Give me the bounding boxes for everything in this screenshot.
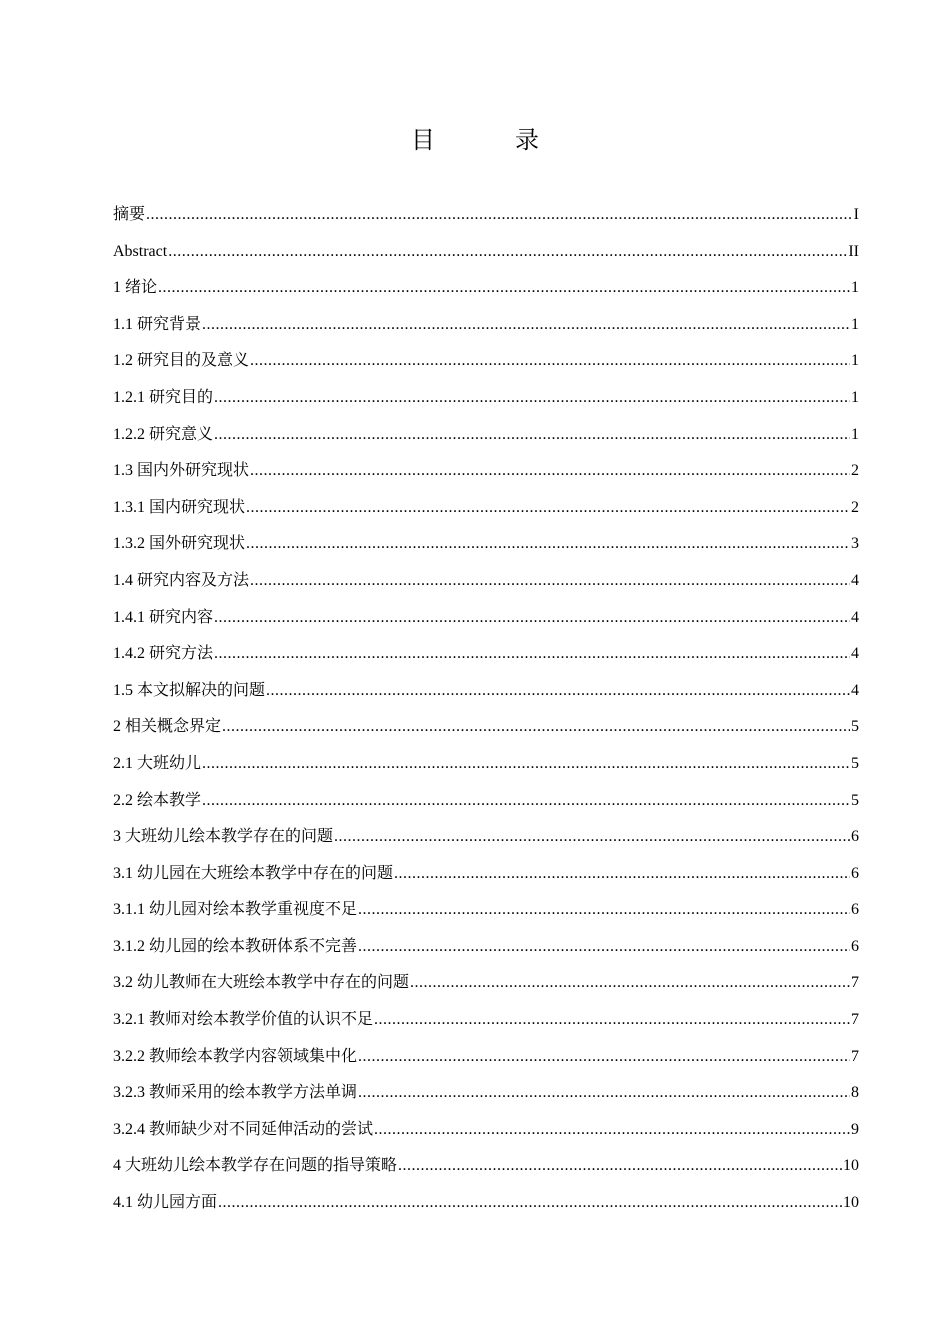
toc-entry[interactable] bbox=[113, 490, 859, 527]
toc-entry-page-number: 4 bbox=[851, 571, 859, 589]
toc-dot-leader bbox=[214, 417, 850, 454]
toc-entry[interactable] bbox=[113, 1112, 859, 1149]
toc-entry-page-number: 1 bbox=[851, 388, 859, 406]
toc-dot-leader bbox=[214, 600, 850, 637]
toc-entry-label: 1.3.2 国外研究现状 bbox=[113, 535, 246, 553]
toc-entry-label: 3.2.3 教师采用的绘本教学方法单调 bbox=[113, 1084, 358, 1102]
toc-dot-leader bbox=[214, 380, 850, 417]
toc-dot-leader bbox=[358, 929, 850, 966]
toc-entry-page-number: 7 bbox=[851, 1011, 859, 1029]
toc-entry-page-number: 8 bbox=[851, 1084, 859, 1102]
toc-entry[interactable] bbox=[113, 1002, 859, 1039]
toc-entry-page-number: 6 bbox=[851, 864, 859, 882]
toc-entry[interactable] bbox=[113, 929, 859, 966]
toc-entry-page-number: 4 bbox=[851, 608, 859, 626]
toc-entry-page-number: I bbox=[853, 206, 859, 223]
toc-entry-label: Abstract bbox=[113, 242, 168, 260]
toc-entry[interactable] bbox=[113, 1075, 859, 1112]
toc-entry[interactable] bbox=[113, 1185, 859, 1222]
toc-dot-leader bbox=[250, 343, 850, 380]
toc-entry-label: 3.2 幼儿教师在大班绘本教学中存在的问题 bbox=[113, 974, 410, 992]
toc-entry-page-number: 5 bbox=[851, 718, 859, 736]
toc-entry[interactable] bbox=[113, 1039, 859, 1076]
toc-dot-leader bbox=[222, 709, 850, 746]
toc-entry-label: 1.2 研究目的及意义 bbox=[113, 352, 250, 370]
toc-title: 目 录 bbox=[411, 126, 567, 154]
toc-entry-label: 2.1 大班幼儿 bbox=[113, 754, 202, 772]
toc-dot-leader bbox=[246, 526, 850, 563]
toc-list bbox=[113, 197, 859, 1222]
toc-entry-label: 1.2.2 研究意义 bbox=[113, 425, 214, 443]
toc-entry-label: 1 绪论 bbox=[113, 279, 158, 297]
toc-dot-leader bbox=[398, 1148, 842, 1185]
toc-entry[interactable] bbox=[113, 417, 859, 454]
toc-entry[interactable] bbox=[113, 197, 859, 234]
toc-entry-page-number: 1 bbox=[851, 315, 859, 333]
toc-entry-page-number: 6 bbox=[851, 828, 859, 846]
toc-entry-page-number: 1 bbox=[851, 279, 859, 297]
toc-entry[interactable] bbox=[113, 965, 859, 1002]
toc-entry[interactable] bbox=[113, 526, 859, 563]
toc-entry-page-number: 7 bbox=[851, 974, 859, 992]
toc-entry-page-number: 5 bbox=[851, 791, 859, 809]
toc-dot-leader bbox=[266, 673, 850, 710]
toc-dot-leader bbox=[358, 892, 850, 929]
toc-entry-label: 3.1 幼儿园在大班绘本教学中存在的问题 bbox=[113, 864, 394, 882]
toc-entry[interactable] bbox=[113, 783, 859, 820]
toc-entry-page-number: 6 bbox=[851, 901, 859, 919]
toc-entry-page-number: 9 bbox=[851, 1120, 859, 1138]
toc-dot-leader bbox=[158, 270, 850, 307]
toc-entry[interactable] bbox=[113, 380, 859, 417]
toc-entry[interactable] bbox=[113, 453, 859, 490]
toc-dot-leader bbox=[374, 1112, 850, 1149]
toc-entry[interactable] bbox=[113, 600, 859, 637]
toc-dot-leader bbox=[246, 490, 850, 527]
toc-entry-label: 1.3 国内外研究现状 bbox=[113, 462, 250, 480]
toc-entry-page-number: 2 bbox=[851, 462, 859, 480]
toc-dot-leader bbox=[358, 1075, 850, 1112]
toc-entry-label: 4.1 幼儿园方面 bbox=[113, 1194, 218, 1212]
toc-entry-label: 1.2.1 研究目的 bbox=[113, 388, 214, 406]
toc-dot-leader bbox=[202, 307, 850, 344]
toc-dot-leader bbox=[202, 746, 850, 783]
toc-entry[interactable] bbox=[113, 709, 859, 746]
toc-dot-leader bbox=[218, 1185, 842, 1222]
toc-dot-leader bbox=[168, 234, 847, 271]
toc-entry-page-number: 1 bbox=[851, 425, 859, 443]
toc-dot-leader bbox=[358, 1039, 850, 1076]
toc-entry[interactable] bbox=[113, 563, 859, 600]
toc-dot-leader bbox=[374, 1002, 850, 1039]
toc-entry-label: 摘要 bbox=[113, 206, 146, 223]
toc-entry[interactable] bbox=[113, 892, 859, 929]
toc-entry-label: 3.2.2 教师绘本教学内容领域集中化 bbox=[113, 1047, 358, 1065]
toc-entry-label: 2 相关概念界定 bbox=[113, 718, 222, 736]
toc-entry-page-number: 10 bbox=[843, 1157, 859, 1175]
toc-entry-label: 3 大班幼儿绘本教学存在的问题 bbox=[113, 828, 334, 846]
toc-entry[interactable] bbox=[113, 307, 859, 344]
toc-entry-page-number: 5 bbox=[851, 754, 859, 772]
toc-dot-leader bbox=[394, 856, 850, 893]
toc-entry-label: 1.5 本文拟解决的问题 bbox=[113, 681, 266, 699]
toc-entry-page-number: 6 bbox=[851, 937, 859, 955]
toc-entry[interactable] bbox=[113, 819, 859, 856]
toc-entry-label: 2.2 绘本教学 bbox=[113, 791, 202, 809]
toc-entry[interactable] bbox=[113, 270, 859, 307]
toc-entry-label: 1.4.2 研究方法 bbox=[113, 645, 214, 663]
toc-entry-page-number: 2 bbox=[851, 498, 859, 516]
toc-entry[interactable] bbox=[113, 234, 859, 271]
toc-entry-page-number: 4 bbox=[851, 681, 859, 699]
toc-entry-page-number: II bbox=[848, 242, 859, 260]
toc-entry-page-number: 4 bbox=[851, 645, 859, 663]
toc-entry[interactable] bbox=[113, 746, 859, 783]
toc-entry[interactable] bbox=[113, 636, 859, 673]
toc-entry[interactable] bbox=[113, 343, 859, 380]
toc-entry-page-number: 1 bbox=[851, 352, 859, 370]
toc-entry[interactable] bbox=[113, 856, 859, 893]
toc-dot-leader bbox=[334, 819, 850, 856]
toc-entry[interactable] bbox=[113, 1148, 859, 1185]
toc-dot-leader bbox=[410, 965, 850, 1002]
toc-entry-label: 1.3.1 国内研究现状 bbox=[113, 498, 246, 516]
toc-dot-leader bbox=[202, 783, 850, 820]
toc-entry-page-number: 7 bbox=[851, 1047, 859, 1065]
toc-entry[interactable] bbox=[113, 673, 859, 710]
toc-entry-label: 3.2.4 教师缺少对不同延伸活动的尝试 bbox=[113, 1120, 374, 1138]
toc-entry-label: 4 大班幼儿绘本教学存在问题的指导策略 bbox=[113, 1157, 398, 1175]
toc-dot-leader bbox=[214, 636, 850, 673]
toc-entry-label: 1.4 研究内容及方法 bbox=[113, 571, 250, 589]
toc-entry-label: 1.4.1 研究内容 bbox=[113, 608, 214, 626]
toc-dot-leader bbox=[146, 197, 853, 234]
toc-entry-page-number: 10 bbox=[843, 1194, 859, 1212]
toc-entry-label: 3.2.1 教师对绘本教学价值的认识不足 bbox=[113, 1011, 374, 1029]
toc-dot-leader bbox=[250, 563, 850, 600]
toc-entry-label: 1.1 研究背景 bbox=[113, 315, 202, 333]
toc-entry-label: 3.1.1 幼儿园对绘本教学重视度不足 bbox=[113, 901, 358, 919]
toc-dot-leader bbox=[250, 453, 850, 490]
toc-entry-page-number: 3 bbox=[851, 535, 859, 553]
toc-entry-label: 3.1.2 幼儿园的绘本教研体系不完善 bbox=[113, 937, 358, 955]
